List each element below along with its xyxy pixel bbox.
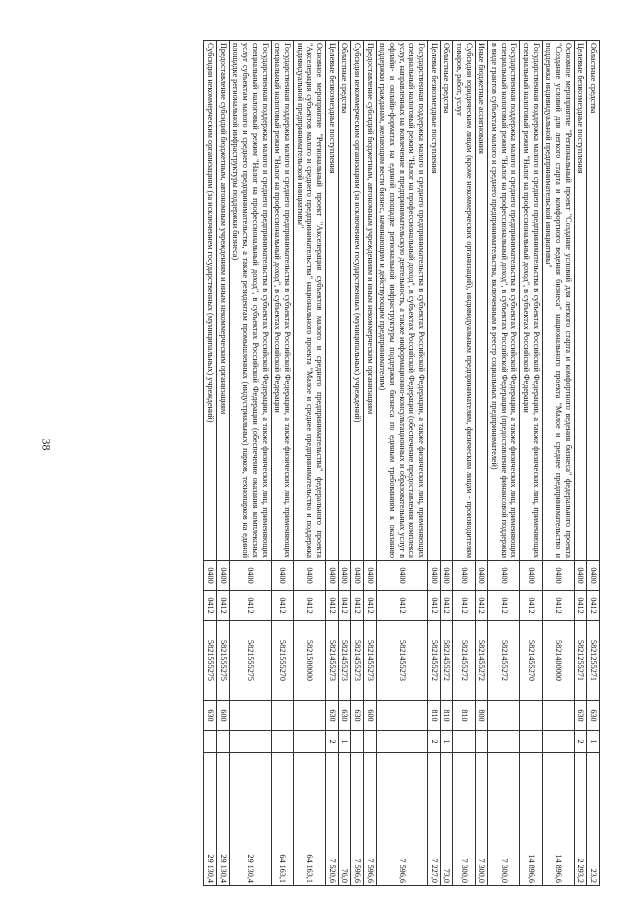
- section-code: 0400: [475, 561, 488, 591]
- row-description: Областные средства: [440, 41, 453, 561]
- subsection-code: 0412: [351, 591, 364, 621]
- expense-type-code: 630: [587, 701, 600, 731]
- row-description: Субсидии некоммерческим организациям (за исключением государственных (муниципальных) учреждений): [204, 41, 217, 561]
- target-article-code: 5821255271: [574, 621, 587, 701]
- target-article-code: 5821455272: [453, 621, 475, 701]
- target-article-code: 5821555275: [204, 621, 217, 701]
- amount: 7 227,0: [427, 753, 440, 886]
- budget-table: [203, 40, 600, 886]
- section-code: 0400: [440, 561, 453, 591]
- amount: 29 130,4: [229, 753, 271, 886]
- table-row: [338, 41, 351, 886]
- target-article-code: 5821455273: [338, 621, 351, 701]
- table-row: [229, 41, 271, 886]
- row-description: Основное мероприятие "Региональный проект "Создание условий для легкого старта и комфортного ведения бизнеса" федерального проекта "Создание условий для легкого старта и комфортного ведения бизнеса" национального проекта "Малое и среднее предпринимательство и поддержка индивидуальной предпринимательской инициативы": [542, 41, 574, 561]
- target-article-code: 5821455272: [440, 621, 453, 701]
- expense-type-code: 810: [453, 701, 475, 731]
- target-article-code: 5821500000: [293, 621, 325, 701]
- subsection-code: 0412: [574, 591, 587, 621]
- amount: 2 293,2: [574, 753, 587, 886]
- row-description: Иные бюджетные ассигнования: [475, 41, 488, 561]
- table-row: [271, 41, 293, 886]
- funding-source-code: [229, 731, 271, 753]
- table-row: [488, 41, 520, 886]
- section-code: 0400: [488, 561, 520, 591]
- target-article-code: 5821455273: [376, 621, 427, 701]
- subsection-code: 0412: [587, 591, 600, 621]
- funding-source-code: [475, 731, 488, 753]
- table-row: [325, 41, 338, 886]
- row-description: Государственная поддержка малого и среднего предпринимательства в субъектах Российской Федерации, а также физических лиц, применяющих специальный налоговый режим "Налог на профессиональный доход", в субъектах Российской Федерации (обеспечение предоставления комплекса услуг, направленных на вовлечение в предпринимательскую деятельность, а также информационно-консультационных и образовательных услуг в офлайн- и онлайн-форматах на единой площадке региональной инфраструктуры поддержки бизнеса по единым требованиям к оказанию поддержки гражданам, желающим вести бизнес, начинающим и действующим предпринимателям): [376, 41, 427, 561]
- table-row: [376, 41, 427, 886]
- expense-type-code: [542, 701, 574, 731]
- row-description: Областные средства: [587, 41, 600, 561]
- funding-source-code: 1: [587, 731, 600, 753]
- expense-type-code: 630: [325, 701, 338, 731]
- expense-type-code: 630: [204, 701, 217, 731]
- table-row: [520, 41, 542, 886]
- expense-type-code: 630: [351, 701, 364, 731]
- table-row: [574, 41, 587, 886]
- funding-source-code: [351, 731, 364, 753]
- expense-type-code: [229, 701, 271, 731]
- expense-type-code: 630: [338, 701, 351, 731]
- funding-source-code: [271, 731, 293, 753]
- section-code: 0400: [338, 561, 351, 591]
- subsection-code: 0412: [229, 591, 271, 621]
- amount: 64 163,1: [271, 753, 293, 886]
- target-article-code: 5821555270: [271, 621, 293, 701]
- amount: 7 300,0: [453, 753, 475, 886]
- section-code: 0400: [574, 561, 587, 591]
- row-description: Целевые безвозмездные поступления: [574, 41, 587, 561]
- expense-type-code: [271, 701, 293, 731]
- amount: 64 163,1: [293, 753, 325, 886]
- amount: 7 300,0: [488, 753, 520, 886]
- row-description: Предоставление субсидий бюджетным, автономным учреждениям и иным некоммерческим организациям: [217, 41, 230, 561]
- section-code: 0400: [293, 561, 325, 591]
- amount: 7 596,6: [363, 753, 376, 886]
- row-description: Предоставление субсидий бюджетным, автономным учреждениям и иным некоммерческим организациям: [363, 41, 376, 561]
- table-row: [475, 41, 488, 886]
- table-row: [453, 41, 475, 886]
- subsection-code: 0412: [520, 591, 542, 621]
- funding-source-code: [293, 731, 325, 753]
- expense-type-code: 810: [440, 701, 453, 731]
- subsection-code: 0412: [325, 591, 338, 621]
- section-code: 0400: [520, 561, 542, 591]
- subsection-code: 0412: [204, 591, 217, 621]
- expense-type-code: 630: [574, 701, 587, 731]
- expense-type-code: [520, 701, 542, 731]
- table-row: [440, 41, 453, 886]
- expense-type-code: [376, 701, 427, 731]
- target-article-code: 5821455272: [427, 621, 440, 701]
- section-code: 0400: [376, 561, 427, 591]
- funding-source-code: [453, 731, 475, 753]
- amount: 29 130,4: [204, 753, 217, 886]
- row-description: Субсидии некоммерческим организациям (за исключением государственных (муниципальных) учреждений): [351, 41, 364, 561]
- subsection-code: 0412: [427, 591, 440, 621]
- funding-source-code: [520, 731, 542, 753]
- row-description: Государственная поддержка малого и среднего предпринимательства в субъектах Российской Федерации, а также физических лиц, применяющих специальный налоговый режим "Налог на профессиональный доход", в субъектах Российской Федерации: [520, 41, 542, 561]
- expense-type-code: 600: [363, 701, 376, 731]
- row-description: Целевые безвозмездные поступления: [325, 41, 338, 561]
- budget-table-body: [204, 41, 600, 886]
- amount: 7 596,6: [351, 753, 364, 886]
- target-article-code: 5821400000: [542, 621, 574, 701]
- target-article-code: 5821455272: [488, 621, 520, 701]
- funding-source-code: [363, 731, 376, 753]
- target-article-code: 5821555275: [217, 621, 230, 701]
- table-row: [204, 41, 217, 886]
- funding-source-code: 2: [325, 731, 338, 753]
- expense-type-code: [293, 701, 325, 731]
- funding-source-code: 1: [440, 731, 453, 753]
- row-description: Областные средства: [338, 41, 351, 561]
- section-code: 0400: [587, 561, 600, 591]
- expense-type-code: 600: [217, 701, 230, 731]
- target-article-code: 5821455273: [351, 621, 364, 701]
- row-description: Государственная поддержка малого и среднего предпринимательства в субъектах Российской Федерации, а также физических лиц, применяющих специальный налоговый режим "Налог на профессиональный доход", в субъектах Российской Федерации (предоставление финансовой поддержки в виде грантов субъектам малого и среднего предпринимательства, включенным в реестр социальных предпринимателей): [488, 41, 520, 561]
- table-row: [351, 41, 364, 886]
- amount: 29 130,4: [217, 753, 230, 886]
- section-code: 0400: [363, 561, 376, 591]
- funding-source-code: [376, 731, 427, 753]
- section-code: 0400: [271, 561, 293, 591]
- subsection-code: 0412: [542, 591, 574, 621]
- subsection-code: 0412: [376, 591, 427, 621]
- expense-type-code: [488, 701, 520, 731]
- funding-source-code: 2: [574, 731, 587, 753]
- row-description: Целевые безвозмездные поступления: [427, 41, 440, 561]
- amount: 7 596,6: [376, 753, 427, 886]
- table-row: [363, 41, 376, 886]
- funding-source-code: [488, 731, 520, 753]
- amount: 7 300,0: [475, 753, 488, 886]
- target-article-code: 5821455273: [363, 621, 376, 701]
- section-code: 0400: [204, 561, 217, 591]
- row-description: Субсидии юридическим лицам (кроме некоммерческих организаций), индивидуальным предпринимателям, физическим лицам - производителям товаров, работ, услуг: [453, 41, 475, 561]
- amount: 14 896,6: [542, 753, 574, 886]
- target-article-code: 5821555275: [229, 621, 271, 701]
- target-article-code: 5821455273: [325, 621, 338, 701]
- subsection-code: 0412: [338, 591, 351, 621]
- funding-source-code: [217, 731, 230, 753]
- target-article-code: 5821455272: [475, 621, 488, 701]
- table-row: [217, 41, 230, 886]
- amount: 7 520,6: [325, 753, 338, 886]
- expense-type-code: 810: [427, 701, 440, 731]
- section-code: 0400: [325, 561, 338, 591]
- subsection-code: 0412: [488, 591, 520, 621]
- amount: 14 896,6: [520, 753, 542, 886]
- section-code: 0400: [229, 561, 271, 591]
- row-description: Государственная поддержка малого и среднего предпринимательства в субъектах Российской Федерации, а также физических лиц, применяющих специальный налоговый режим "Налог на профессиональный доход", в субъектах Российской Федерации: [271, 41, 293, 561]
- subsection-code: 0412: [440, 591, 453, 621]
- subsection-code: 0412: [293, 591, 325, 621]
- subsection-code: 0412: [217, 591, 230, 621]
- row-description: Основное мероприятие "Региональный проект "Акселерация субъектов малого и среднего предпринимательства" федерального проекта "Акселерация субъектов малого и среднего предпринимательства" национального проекта "Малое и среднее предпринимательство и поддержка индивидуальной предпринимательской инициативы": [293, 41, 325, 561]
- funding-source-code: 1: [338, 731, 351, 753]
- section-code: 0400: [217, 561, 230, 591]
- section-code: 0400: [351, 561, 364, 591]
- funding-source-code: 2: [427, 731, 440, 753]
- section-code: 0400: [453, 561, 475, 591]
- table-row: [293, 41, 325, 886]
- rotated-page-content: [60, 40, 600, 885]
- funding-source-code: [542, 731, 574, 753]
- expense-type-code: 800: [475, 701, 488, 731]
- section-code: 0400: [542, 561, 574, 591]
- page-number: 38: [39, 438, 54, 451]
- subsection-code: 0412: [271, 591, 293, 621]
- row-description: Государственная поддержка малого и среднего предпринимательства в субъектах Российской Федерации, а также физических лиц, применяющих специальный налоговый режим "Налог на профессиональный доход", в субъектах Российской Федерации (обеспечение оказания комплексных услуг субъектам малого и среднего предпринимательства, а также резидентам промышленных (индустриальных) парков, технопарков на единой площадке региональной инфраструктуры поддержки бизнеса): [229, 41, 271, 561]
- amount: 23,2: [587, 753, 600, 886]
- amount: 73,0: [440, 753, 453, 886]
- target-article-code: 5821255271: [587, 621, 600, 701]
- funding-source-code: [204, 731, 217, 753]
- subsection-code: 0412: [363, 591, 376, 621]
- amount: 76,0: [338, 753, 351, 886]
- subsection-code: 0412: [453, 591, 475, 621]
- subsection-code: 0412: [475, 591, 488, 621]
- target-article-code: 5821455270: [520, 621, 542, 701]
- table-row: [542, 41, 574, 886]
- table-row: [587, 41, 600, 886]
- section-code: 0400: [427, 561, 440, 591]
- table-row: [427, 41, 440, 886]
